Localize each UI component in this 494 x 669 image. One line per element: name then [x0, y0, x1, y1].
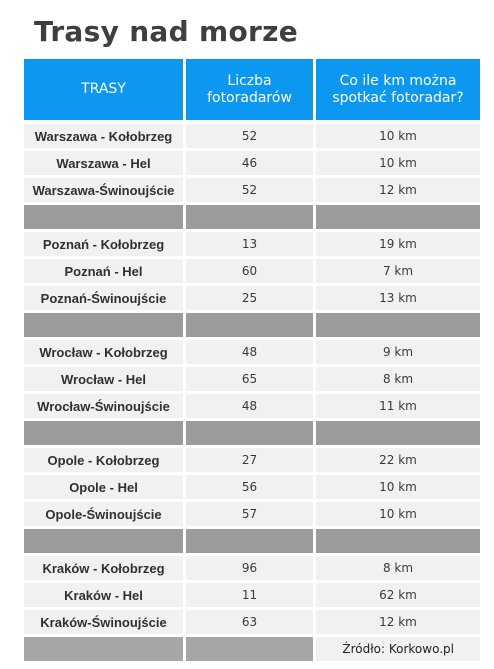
route-cell: Warszawa-Świnoujście	[24, 178, 183, 202]
km-interval-cell: 19 km	[316, 232, 480, 256]
km-interval-cell: 12 km	[316, 610, 480, 634]
camera-count-cell: 46	[186, 151, 313, 175]
km-interval-cell: 10 km	[316, 124, 480, 148]
table-row	[24, 286, 480, 310]
separator-cell	[316, 313, 480, 337]
page-title: Trasy nad morze	[34, 15, 299, 48]
camera-count-cell: 57	[186, 502, 313, 526]
camera-count-cell: 48	[186, 394, 313, 418]
group-separator-row	[24, 529, 480, 553]
table-row	[24, 475, 480, 499]
km-interval-cell: 8 km	[316, 556, 480, 580]
route-cell: Poznań - Kołobrzeg	[24, 232, 183, 256]
separator-cell	[186, 529, 313, 553]
route-cell: Opole-Świnoujście	[24, 502, 183, 526]
km-interval-cell: 11 km	[316, 394, 480, 418]
separator-cell	[316, 421, 480, 445]
route-cell: Wrocław - Kołobrzeg	[24, 340, 183, 364]
route-cell: Poznań-Świnoujście	[24, 286, 183, 310]
table-row	[24, 556, 480, 580]
km-interval-cell: 8 km	[316, 367, 480, 391]
camera-count-cell: 52	[186, 178, 313, 202]
camera-count-cell: 63	[186, 610, 313, 634]
km-interval-cell: 9 km	[316, 340, 480, 364]
camera-count-cell: 25	[186, 286, 313, 310]
km-interval-cell: 62 km	[316, 583, 480, 607]
source-row-spacer	[186, 637, 313, 661]
header-km-interval: Co ile km można spotkać fotoradar?	[316, 59, 480, 120]
group-separator-row	[24, 205, 480, 229]
separator-cell	[316, 529, 480, 553]
table-row	[24, 232, 480, 256]
routes-table	[24, 59, 480, 664]
route-cell: Warszawa - Hel	[24, 151, 183, 175]
separator-cell	[24, 529, 183, 553]
camera-count-cell: 56	[186, 475, 313, 499]
camera-count-cell: 27	[186, 448, 313, 472]
camera-count-cell: 48	[186, 340, 313, 364]
km-interval-cell: 7 km	[316, 259, 480, 283]
table-row	[24, 394, 480, 418]
table-row	[24, 259, 480, 283]
camera-count-cell: 13	[186, 232, 313, 256]
route-cell: Wrocław-Świnoujście	[24, 394, 183, 418]
route-cell: Kraków-Świnoujście	[24, 610, 183, 634]
separator-cell	[316, 205, 480, 229]
group-separator-row	[24, 421, 480, 445]
separator-cell	[186, 205, 313, 229]
separator-cell	[24, 313, 183, 337]
table-row	[24, 151, 480, 175]
route-cell: Poznań - Hel	[24, 259, 183, 283]
km-interval-cell: 10 km	[316, 151, 480, 175]
camera-count-cell: 65	[186, 367, 313, 391]
route-cell: Kraków - Hel	[24, 583, 183, 607]
table-row	[24, 367, 480, 391]
camera-count-cell: 60	[186, 259, 313, 283]
table-body	[24, 124, 480, 634]
route-cell: Kraków - Kołobrzeg	[24, 556, 183, 580]
route-cell: Opole - Hel	[24, 475, 183, 499]
km-interval-cell: 12 km	[316, 178, 480, 202]
camera-count-cell: 11	[186, 583, 313, 607]
table-row	[24, 583, 480, 607]
route-cell: Opole - Kołobrzeg	[24, 448, 183, 472]
group-separator-row	[24, 313, 480, 337]
table-row	[24, 502, 480, 526]
table-row	[24, 448, 480, 472]
source-note: Źródło: Korkowo.pl	[316, 637, 480, 661]
separator-cell	[24, 205, 183, 229]
header-routes: TRASY	[24, 59, 183, 120]
camera-count-cell: 96	[186, 556, 313, 580]
route-cell: Wrocław - Hel	[24, 367, 183, 391]
table-header-row	[24, 59, 480, 120]
km-interval-cell: 10 km	[316, 475, 480, 499]
table-row	[24, 340, 480, 364]
separator-cell	[24, 421, 183, 445]
source-row-spacer	[24, 637, 183, 661]
table-row	[24, 124, 480, 148]
separator-cell	[186, 313, 313, 337]
header-speed-camera-count: Liczba fotoradarów	[186, 59, 313, 120]
km-interval-cell: 13 km	[316, 286, 480, 310]
table-row	[24, 610, 480, 634]
camera-count-cell: 52	[186, 124, 313, 148]
table-row	[24, 178, 480, 202]
km-interval-cell: 10 km	[316, 502, 480, 526]
route-cell: Warszawa - Kołobrzeg	[24, 124, 183, 148]
separator-cell	[186, 421, 313, 445]
km-interval-cell: 22 km	[316, 448, 480, 472]
source-row	[24, 637, 480, 661]
